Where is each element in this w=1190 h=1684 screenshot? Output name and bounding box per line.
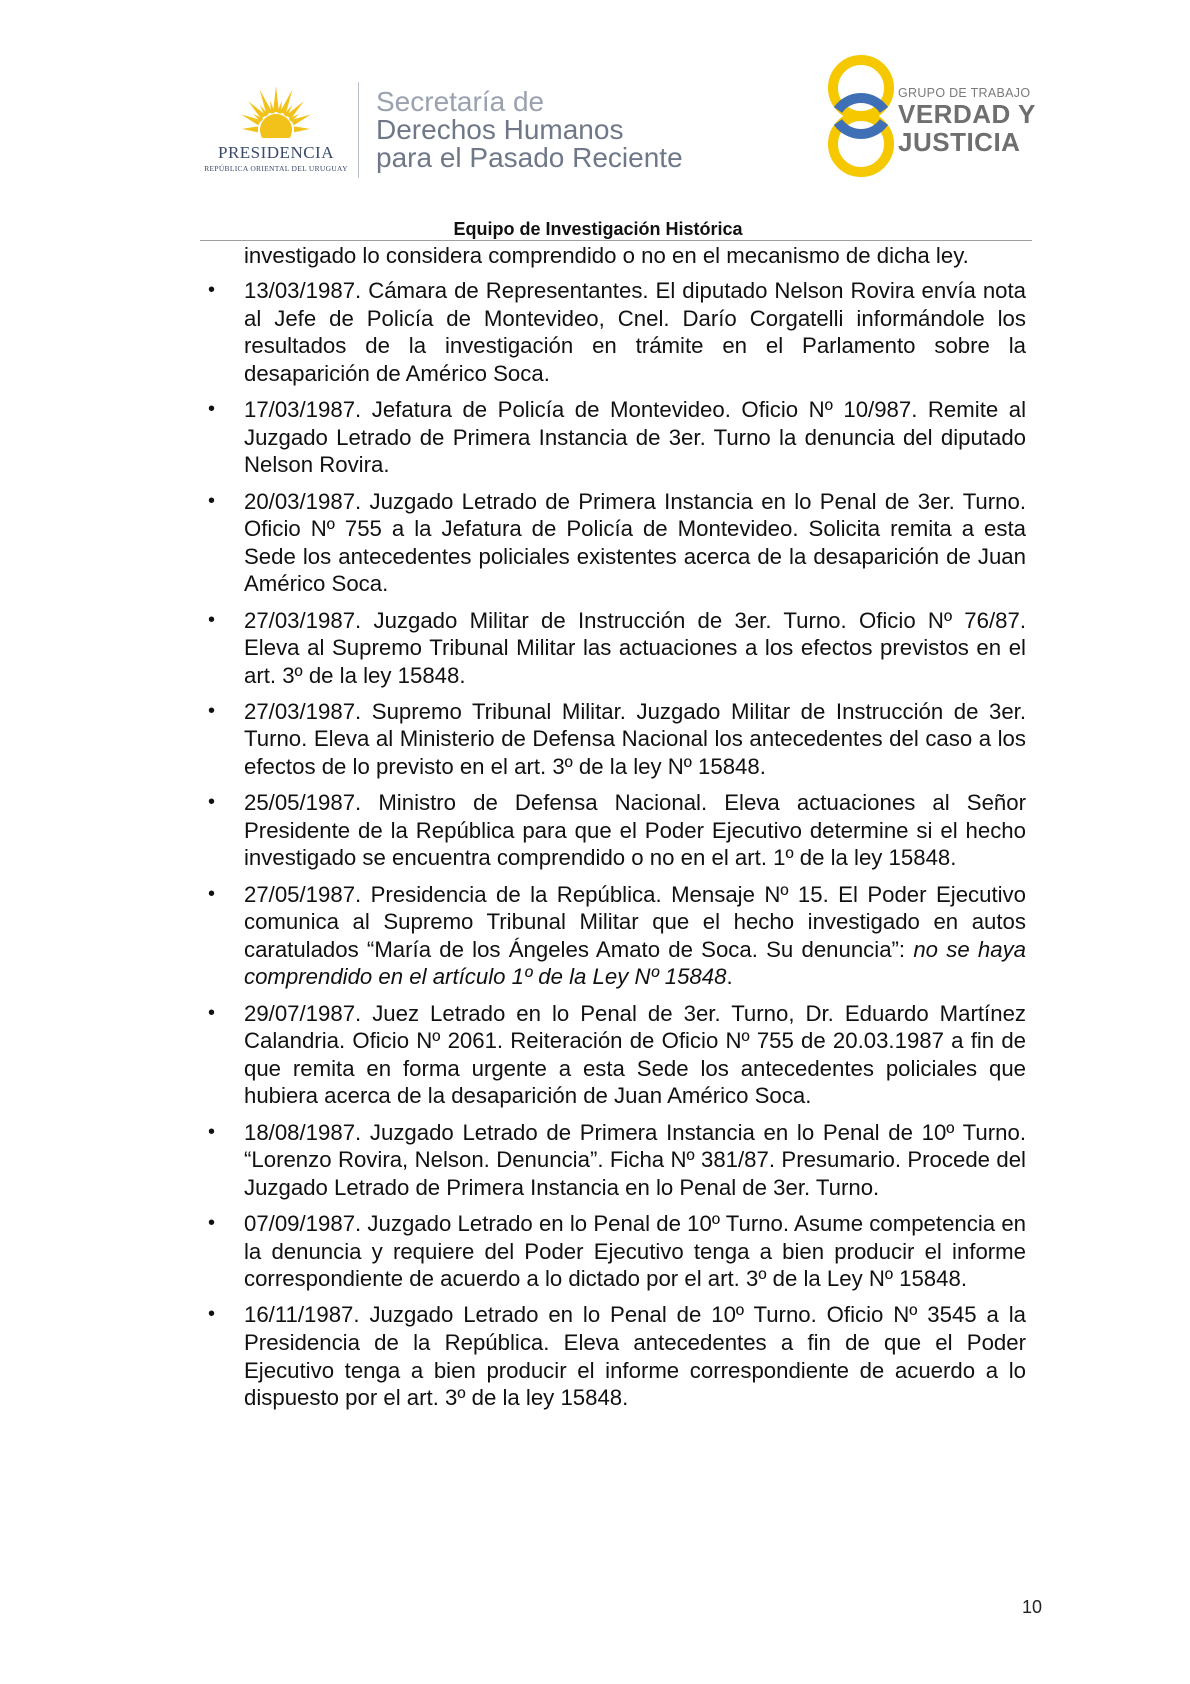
entry-text: 27/03/1987. Supremo Tribunal Militar. Juzgado Militar de Instrucción de 3er. Turno. Eleva al Ministerio de Defensa Nacional los antecedentes del caso a los efectos de lo previsto en el art. 3º de la ley Nº 15848.: [244, 698, 1026, 780]
header-divider: [358, 82, 359, 178]
list-item: [208, 881, 1026, 991]
bullet-icon: •: [208, 882, 216, 905]
entry-text: 17/03/1987. Jefatura de Policía de Montevideo. Oficio Nº 10/987. Remite al Juzgado Letrado de Primera Instancia de 3er. Turno la denuncia del diputado Nelson Rovira.: [244, 397, 1026, 478]
entry-text: 20/03/1987. Juzgado Letrado de Primera Instancia en lo Penal de 3er. Turno. Oficio Nº 755 a la Jefatura de Policía de Montevideo. Solicita remita a esta Sede los antecedentes policiales existentes acerca de la desaparición de Juan Américo Soca.: [244, 488, 1026, 597]
list-item: [208, 789, 1026, 872]
list-item: [208, 1119, 1026, 1202]
list-item: [208, 488, 1026, 598]
header-rule: [200, 240, 1032, 241]
document-body: [208, 242, 1026, 1420]
entry-italic-text: no se haya comprendido en el artículo 1º de la Ley Nº 15848: [244, 936, 1026, 990]
page-header: [0, 0, 1190, 230]
entry-text: 07/09/1987. Juzgado Letrado en lo Penal de 10º Turno. Asume competencia en la denuncia y requiere del Poder Ejecutivo tenga a bien producir el informe correspondiente de acuerdo a lo dictado por el art. 3º de la Ley Nº 15848.: [244, 1210, 1026, 1292]
entry-text: 16/11/1987. Juzgado Letrado en lo Penal de 10º Turno. Oficio Nº 3545 a la Presidencia de la República. Eleva antecedentes a fin de que el Poder Ejecutivo tenga a bien producir el informe correspondiente de acuerdo a lo dispuesto por el art. 3º de la ley 15848.: [244, 1302, 1026, 1411]
presidencia-label: PRESIDENCIA: [217, 143, 334, 162]
list-item: [208, 1301, 1026, 1411]
entry-text: 29/07/1987. Juez Letrado en lo Penal de 3er. Turno, Dr. Eduardo Martínez Calandria. Oficio Nº 2061. Reiteración de Oficio Nº 755 de 20.03.1987 a fin de que remita en forma urgente a esta Sede los antecedentes policiales que hubiera acerca de la desaparición de Juan Américo Soca.: [244, 1000, 1026, 1109]
verdad-justicia-logo-icon: [822, 54, 900, 180]
list-item: [208, 1210, 1026, 1293]
bullet-icon: •: [208, 1120, 216, 1143]
entry-text: 13/03/1987. Cámara de Representantes. El diputado Nelson Rovira envía nota al Jefe de Policía de Montevideo, Cnel. Darío Corgatelli informándole los resultados de la investigación en trámite en el Parlamento sobre la desaparición de Américo Soca.: [244, 278, 1026, 386]
secretaria-line-3: para el Pasado Reciente: [376, 142, 683, 173]
entry-text: 27/03/1987. Juzgado Militar de Instrucción de 3er. Turno. Oficio Nº 76/87. Eleva al Supremo Tribunal Militar las actuaciones a los efectos previstos en el art. 3º de la ley 15848.: [244, 607, 1026, 688]
verdad-justicia-text: [898, 86, 1036, 156]
bullet-icon: •: [208, 279, 216, 302]
page-number: 10: [1021, 1597, 1042, 1617]
presidencia-subtitle: REPÚBLICA ORIENTAL DEL URUGUAY: [204, 164, 348, 173]
list-item: [208, 396, 1026, 479]
entry-tail: .: [726, 964, 733, 990]
gvj-line-2: VERDAD Y: [898, 99, 1036, 129]
list-item: [208, 1000, 1026, 1110]
secretaria-title: [376, 88, 683, 172]
chronology-list: [208, 277, 1026, 1412]
presidencia-sun-logo: [196, 78, 356, 178]
list-item: [208, 698, 1026, 781]
team-title: Equipo de Investigación Histórica: [453, 219, 743, 239]
bullet-icon: •: [208, 1001, 216, 1024]
bullet-icon: •: [208, 1211, 216, 1234]
bullet-icon: •: [208, 699, 216, 722]
bullet-icon: •: [208, 398, 216, 421]
gvj-line-1: GRUPO DE TRABAJO: [898, 86, 1031, 100]
entry-text: 25/05/1987. Ministro de Defensa Nacional. Eleva actuaciones al Señor Presidente de la República para que el Poder Ejecutivo determine si el hecho investigado se encuentra comprendido o no en el art. 1º de la ley 15848.: [244, 790, 1026, 871]
bullet-icon: •: [208, 1303, 216, 1326]
entry-text: 18/08/1987. Juzgado Letrado de Primera Instancia en lo Penal de 10º Turno. “Lorenzo Rovira, Nelson. Denuncia”. Ficha Nº 381/87. Presumario. Procede del Juzgado Letrado de Primera Instancia en lo Penal de 3er. Turno.: [244, 1119, 1026, 1200]
list-item: [208, 277, 1026, 387]
list-item: [208, 607, 1026, 690]
intro-paragraph: investigado lo considera comprendido o no en el mecanismo de dicha ley.: [244, 243, 969, 268]
gvj-line-3: JUSTICIA: [898, 127, 1021, 157]
entry-text: 27/05/1987. Presidencia de la República. Mensaje Nº 15. El Poder Ejecutivo comunica al Supremo Tribunal Militar que el hecho investigado en autos caratulados “María de los Ángeles Amato de Soca. Su denuncia”:: [244, 881, 1026, 962]
bullet-icon: •: [208, 489, 216, 512]
bullet-icon: •: [208, 608, 216, 631]
secretaria-line-2: Derechos Humanos: [376, 114, 624, 145]
secretaria-line-1: Secretaría de: [376, 86, 545, 117]
bullet-icon: •: [208, 791, 216, 814]
